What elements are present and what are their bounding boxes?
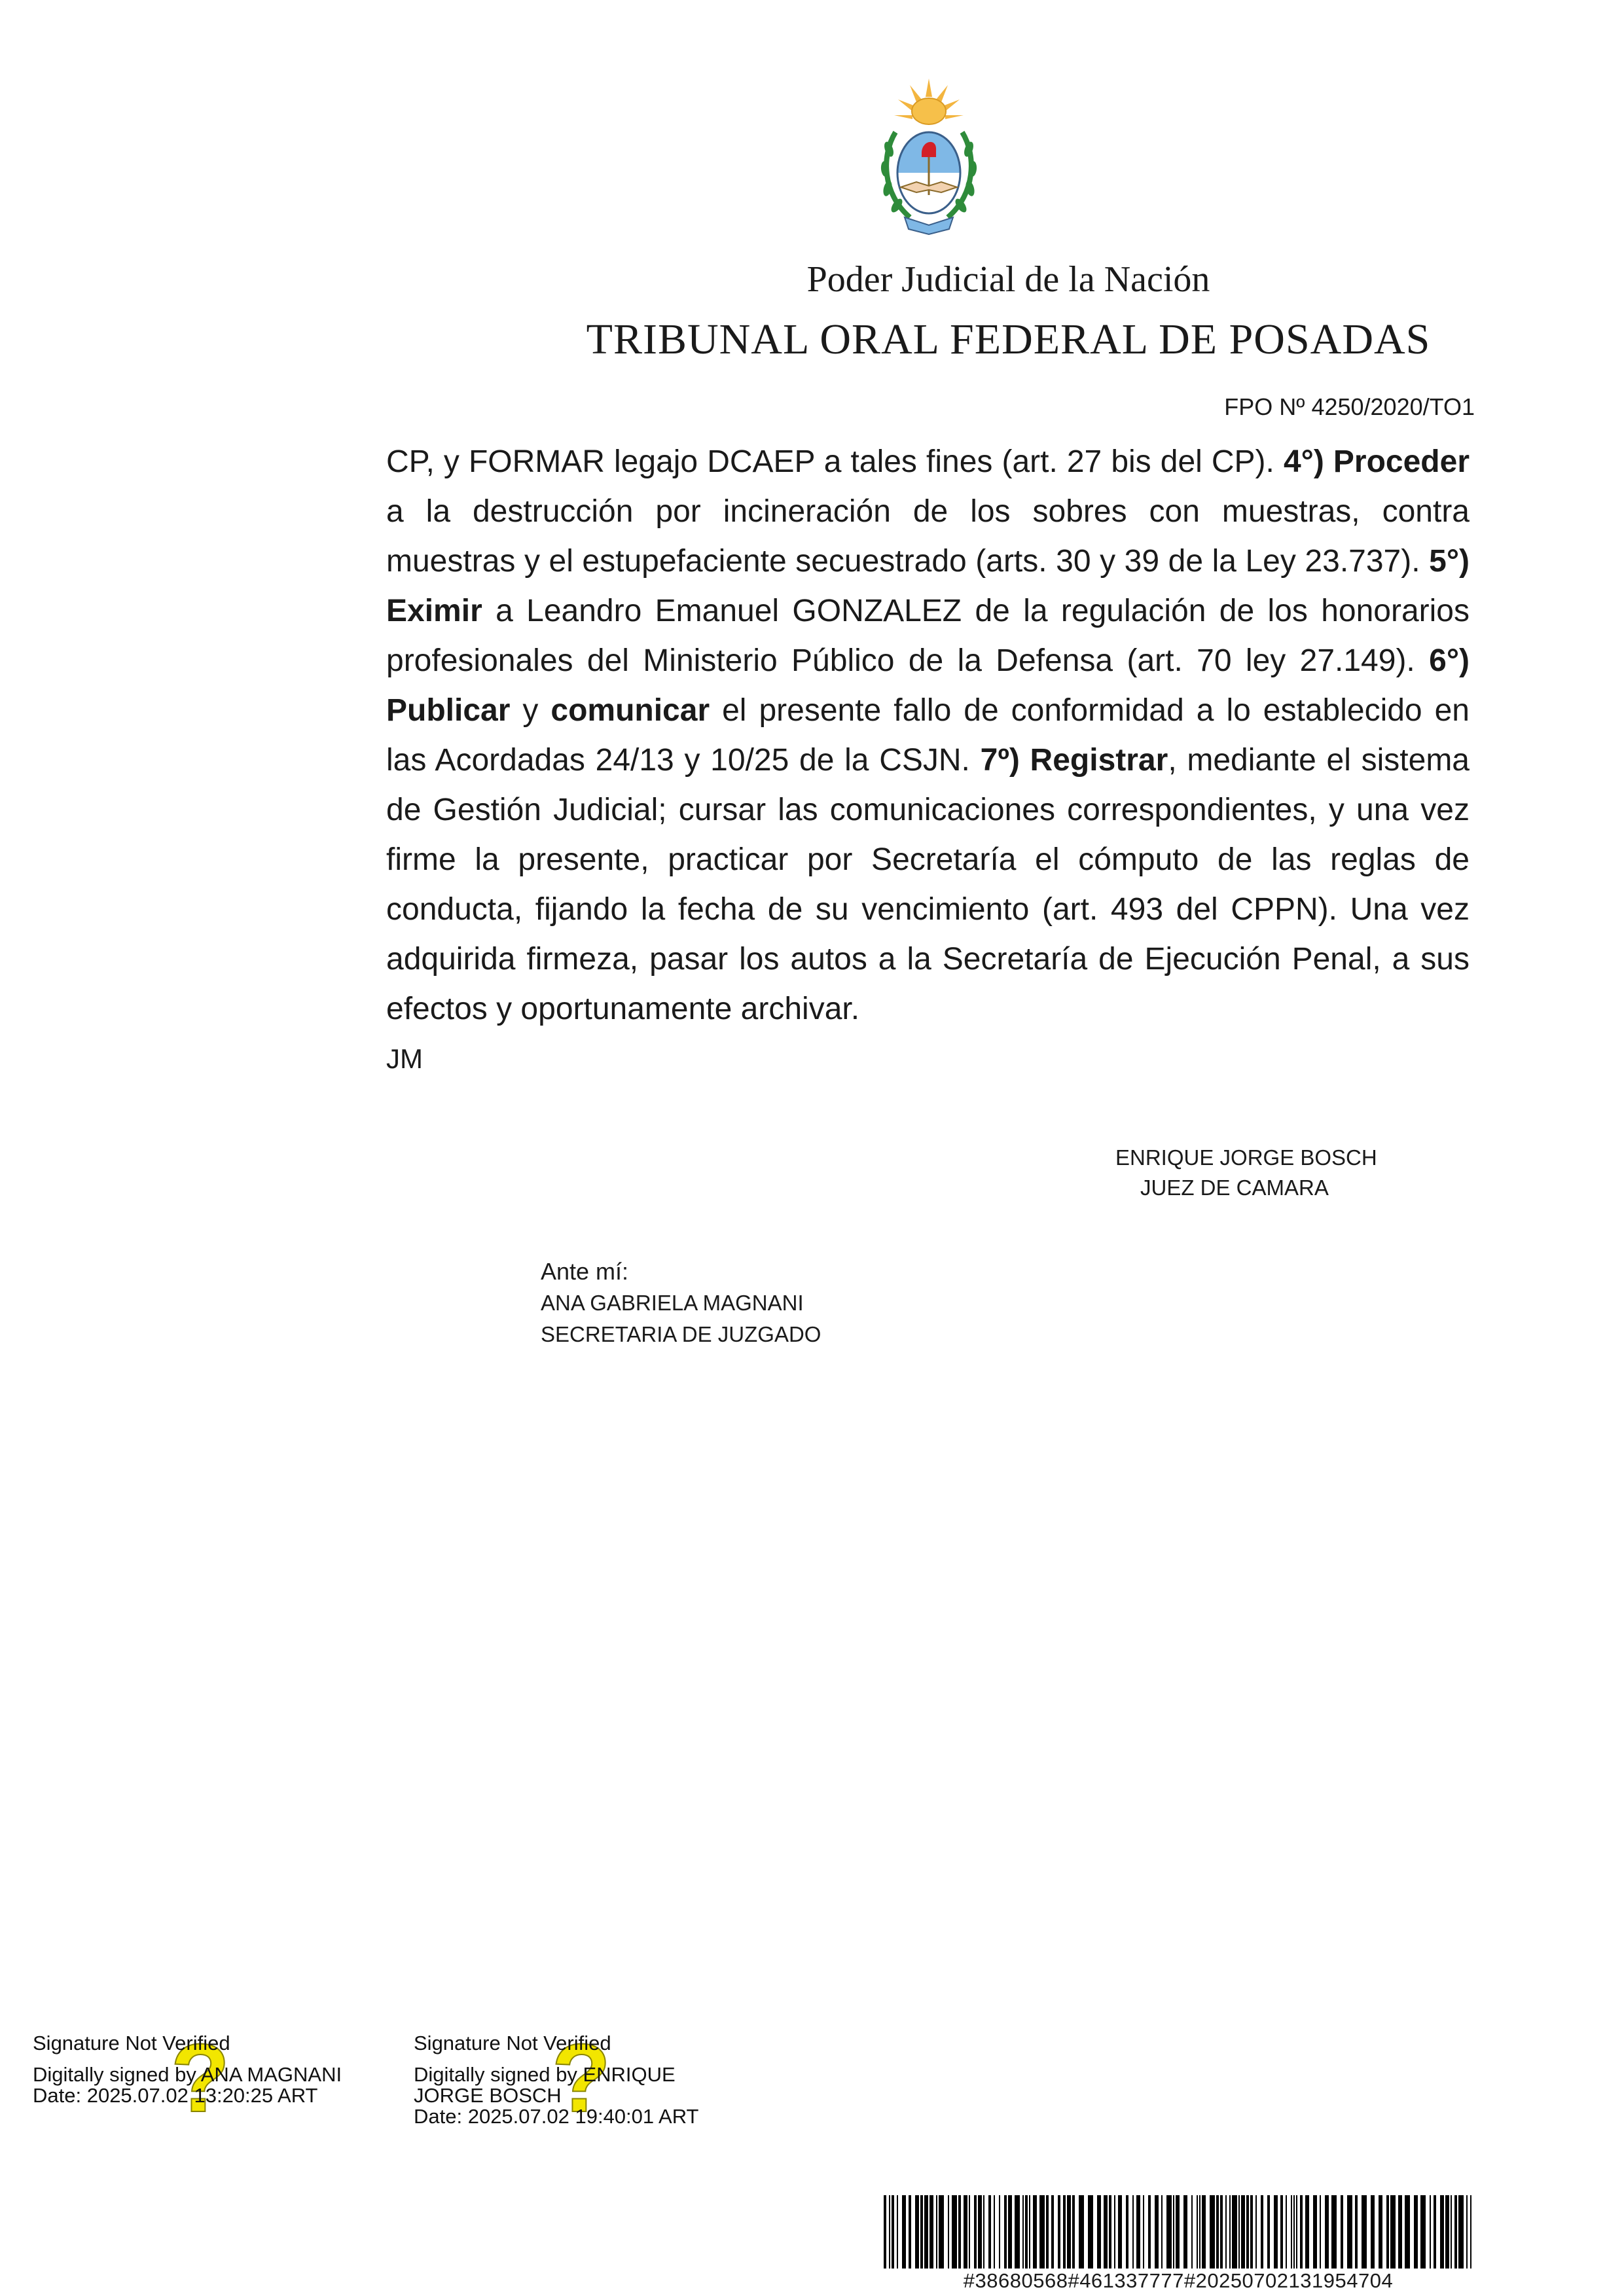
- signature-line: Digitally signed by ANA MAGNANI: [33, 2063, 342, 2086]
- barcode-bar: [1286, 2195, 1287, 2269]
- institution-name: Poder Judicial de la Nación: [806, 259, 1210, 300]
- barcode-bar: [1210, 2195, 1215, 2269]
- barcode-bar: [1199, 2195, 1200, 2269]
- signature-line: JORGE BOSCH: [414, 2084, 562, 2107]
- barcode-bar: [902, 2195, 906, 2269]
- resolution-segment: y: [510, 693, 551, 728]
- barcode-bar: [1347, 2195, 1352, 2269]
- barcode-bar: [1202, 2195, 1206, 2269]
- barcode-bar: [1261, 2195, 1263, 2269]
- barcode-bar: [1166, 2195, 1172, 2269]
- signature-line: Date: 2025.07.02 13:20:25 ART: [33, 2084, 318, 2107]
- barcode: [884, 2195, 1473, 2269]
- barcode-bar: [1225, 2195, 1227, 2269]
- barcode-bar: [1267, 2195, 1270, 2269]
- barcode-bar: [1451, 2195, 1452, 2269]
- barcode-bar: [1232, 2195, 1237, 2269]
- barcode-bar: [983, 2195, 984, 2269]
- resolution-segment-bold: 4°) Proceder: [1283, 444, 1470, 479]
- barcode-bar: [964, 2195, 967, 2269]
- barcode-bar: [1320, 2195, 1321, 2269]
- barcode-bar: [1241, 2195, 1245, 2269]
- signature-status: Signature Not Verified: [414, 2032, 611, 2054]
- barcode-bar: [974, 2195, 977, 2269]
- barcode-bar: [1313, 2195, 1317, 2269]
- barcode-bar: [1305, 2195, 1309, 2269]
- svg-text:?: ?: [551, 2032, 611, 2123]
- barcode-bar: [1039, 2195, 1045, 2269]
- barcode-bar: [1063, 2195, 1066, 2269]
- barcode-bar: [1008, 2195, 1012, 2269]
- barcode-bar: [897, 2195, 898, 2269]
- barcode-bar: [1355, 2195, 1358, 2269]
- resolution-segment-bold: 7º) Registrar: [980, 743, 1168, 778]
- case-number: FPO Nº 4250/2020/TO1: [1224, 393, 1475, 420]
- barcode-bar: [1398, 2195, 1402, 2269]
- barcode-bar: [1136, 2195, 1140, 2269]
- barcode-bar: [1097, 2195, 1101, 2269]
- barcode-bar: [1250, 2195, 1253, 2269]
- barcode-bar: [988, 2195, 991, 2269]
- barcode-bar: [969, 2195, 970, 2269]
- barcode-bar: [1466, 2195, 1468, 2269]
- barcode-bar: [1025, 2195, 1028, 2269]
- barcode-bar: [1126, 2195, 1128, 2269]
- barcode-bar: [1414, 2195, 1418, 2269]
- barcode-bar: [1220, 2195, 1223, 2269]
- barcode-bar: [1118, 2195, 1122, 2269]
- barcode-bar: [1325, 2195, 1329, 2269]
- barcode-bar: [1197, 2195, 1198, 2269]
- resolution-segment-bold: comunicar: [550, 693, 710, 728]
- barcode-bar: [994, 2195, 995, 2269]
- barcode-bar: [892, 2195, 894, 2269]
- barcode-bar: [1132, 2195, 1134, 2269]
- barcode-bar: [1458, 2195, 1464, 2269]
- barcode-bar: [1088, 2195, 1093, 2269]
- barcode-bar: [1216, 2195, 1219, 2269]
- signature-line: Date: 2025.07.02 19:40:01 ART: [414, 2105, 699, 2128]
- resolution-text: [386, 437, 1470, 1034]
- barcode-bar: [1440, 2195, 1444, 2269]
- court-name: TRIBUNAL ORAL FEDERAL DE POSADAS: [586, 315, 1431, 363]
- barcode-bar: [1046, 2195, 1049, 2269]
- barcode-bar: [1148, 2195, 1151, 2269]
- barcode-bar: [1004, 2195, 1007, 2269]
- resolution-segment: CP, y FORMAR legajo DCAEP a tales fines (art. 27 bis del CP).: [386, 444, 1284, 479]
- barcode-bar: [1058, 2195, 1060, 2269]
- barcode-bar: [1229, 2195, 1231, 2269]
- resolution-segment-bold: 6°) Publicar: [386, 643, 1470, 728]
- barcode-bar: [1114, 2195, 1115, 2269]
- barcode-bar: [1362, 2195, 1367, 2269]
- barcode-bar: [1238, 2195, 1240, 2269]
- judge-name: ENRIQUE JORGE BOSCH: [1115, 1145, 1377, 1170]
- barcode-bar: [884, 2195, 886, 2269]
- barcode-bar: [1176, 2195, 1180, 2269]
- barcode-bar: [889, 2195, 890, 2269]
- barcode-bar: [1246, 2195, 1249, 2269]
- barcode-bar: [978, 2195, 982, 2269]
- barcode-bar: [948, 2195, 949, 2269]
- barcode-bar: [1161, 2195, 1163, 2269]
- barcode-bar: [939, 2195, 944, 2269]
- barcode-bar: [1143, 2195, 1144, 2269]
- judge-title: JUEZ DE CAMARA: [1140, 1175, 1329, 1200]
- barcode-bar: [1191, 2195, 1193, 2269]
- barcode-bar: [1280, 2195, 1283, 2269]
- barcode-bar: [1296, 2195, 1297, 2269]
- barcode-bar: [1033, 2195, 1037, 2269]
- national-crest-emblem: [876, 77, 982, 236]
- secretary-name: ANA GABRIELA MAGNANI: [541, 1291, 804, 1315]
- barcode-bar: [909, 2195, 911, 2269]
- barcode-bar: [1390, 2195, 1396, 2269]
- barcode-bar: [1379, 2195, 1382, 2269]
- barcode-bar: [1079, 2195, 1084, 2269]
- digital-signature-judge: [414, 2033, 698, 2127]
- barcode-bar: [1470, 2195, 1471, 2269]
- barcode-bar: [958, 2195, 961, 2269]
- barcode-bar: [1405, 2195, 1410, 2269]
- barcode-bar: [1454, 2195, 1457, 2269]
- barcode-bar: [1067, 2195, 1071, 2269]
- barcode-bar: [929, 2195, 933, 2269]
- barcode-bar: [952, 2195, 957, 2269]
- digital-signature-secretary: [33, 2033, 342, 2106]
- ante-mi-label: Ante mí:: [541, 1258, 629, 1285]
- barcode-bar: [1291, 2195, 1292, 2269]
- resolution-segment: a la destrucción por incineración de los sobres con muestras, contra muestras y el estupefaciente secuestrado (arts. 30 y 39 de la Ley 23.737).: [386, 494, 1470, 579]
- barcode-bar: [1341, 2195, 1343, 2269]
- barcode-bar: [1109, 2195, 1111, 2269]
- barcode-bar: [1255, 2195, 1257, 2269]
- barcode-bar: [1420, 2195, 1426, 2269]
- barcode-bar: [924, 2195, 928, 2269]
- author-initials: JM: [386, 1043, 423, 1074]
- barcode-bar: [1104, 2195, 1108, 2269]
- barcode-bar: [1173, 2195, 1174, 2269]
- barcode-bar: [1183, 2195, 1187, 2269]
- barcode-bar: [1029, 2195, 1030, 2269]
- barcode-bar: [1331, 2195, 1337, 2269]
- barcode-bar: [999, 2195, 1000, 2269]
- barcode-bar: [1015, 2195, 1020, 2269]
- barcode-bar: [1155, 2195, 1159, 2269]
- barcode-bar: [1386, 2195, 1389, 2269]
- barcode-bar: [1072, 2195, 1075, 2269]
- secretary-title: SECRETARIA DE JUZGADO: [541, 1322, 821, 1346]
- resolution-segment: el presente fallo de conformidad a lo establecido en las Acordadas 24/13 y 10/25 de la CSJN.: [386, 693, 1470, 778]
- barcode-bar: [1051, 2195, 1054, 2269]
- signature-line: Digitally signed by ENRIQUE: [414, 2063, 676, 2086]
- barcode-bar: [1371, 2195, 1375, 2269]
- barcode-bar: [1274, 2195, 1278, 2269]
- svg-text:?: ?: [170, 2032, 230, 2123]
- barcode-bar: [1445, 2195, 1449, 2269]
- barcode-bar: [1434, 2195, 1436, 2269]
- resolution-segment-bold: 5°) Eximir: [386, 544, 1470, 628]
- barcode-number: #38680568#461337777#20250702131954704: [963, 2269, 1394, 2292]
- barcode-bar: [1293, 2195, 1295, 2269]
- signature-status: Signature Not Verified: [33, 2032, 230, 2054]
- barcode-bar: [936, 2195, 937, 2269]
- barcode-bar: [1022, 2195, 1024, 2269]
- resolution-segment: , mediante el sistema de Gestión Judicial; cursar las comunicaciones correspondientes, y una vez firme la presente, practicar por Secretaría el cómputo de las reglas de conducta, fijando la fecha de su vencimiento (art. 493 del CPPN). Una vez adquirida firmeza, pasar los autos a la Secretaría de Ejecución Penal, a sus efectos y oportunamente archivar.: [386, 743, 1470, 1026]
- resolution-segment: a Leandro Emanuel GONZALEZ de la regulación de los honorarios profesionales del Ministerio Público de la Defensa (art. 70 ley 27.149).: [386, 594, 1470, 678]
- barcode-bar: [1300, 2195, 1303, 2269]
- barcode-bar: [1430, 2195, 1431, 2269]
- barcode-bar: [915, 2195, 919, 2269]
- barcode-bar: [920, 2195, 923, 2269]
